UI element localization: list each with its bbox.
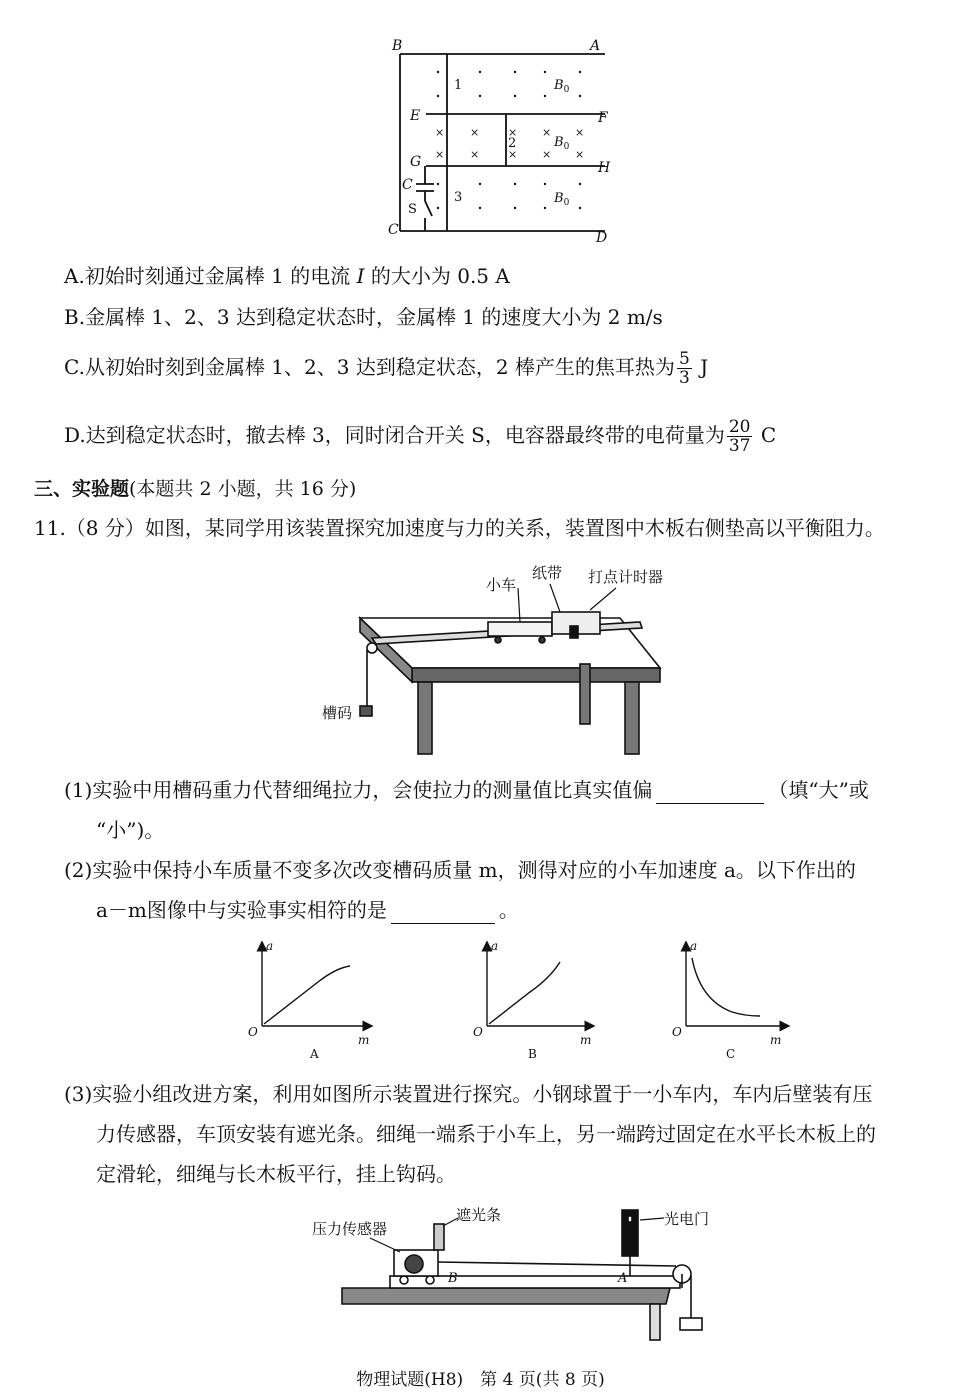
svg-text:a: a (266, 939, 274, 953)
svg-text:遮光条: 遮光条 (456, 1206, 502, 1224)
svg-text:C: C (402, 177, 413, 193)
fraction-d: $\frac{20}{37}$ (728, 417, 751, 456)
svg-text:×: × (435, 148, 445, 161)
answer-blank-2 (391, 901, 495, 924)
svg-text:小车: 小车 (486, 576, 517, 594)
svg-text:A: A (310, 1047, 319, 1061)
svg-text:×: × (508, 126, 518, 139)
table-apparatus-figure (320, 560, 680, 760)
svg-text:C: C (726, 1047, 736, 1061)
svg-text:O: O (672, 1025, 682, 1039)
q11-part3-line1: (3)实验小组改进方案，利用如图所示装置进行探究。小钢球置于一小车内，车内后壁装有压 (64, 1082, 873, 1106)
curve-b (489, 962, 560, 1024)
circuit-figure (380, 36, 620, 246)
curve-c (692, 958, 760, 1016)
svg-text:m: m (358, 1033, 370, 1047)
q11-part2-line1: (2)实验中保持小车质量不变多次改变槽码质量 m，测得对应的小车加速度 a。以下作出的 (64, 858, 856, 882)
graph-b (487, 946, 590, 1026)
graph-c (686, 946, 785, 1026)
svg-text:B0: $B_0$ (554, 78, 570, 95)
svg-text:E: E (410, 108, 421, 124)
q11-stem: 11.（8 分）如图，某同学用该装置探究加速度与力的关系，装置图中木板右侧垫高以平衡阻力。 (34, 516, 885, 540)
section-heading: 三、实验题(本题共 2 小题，共 16 分) (34, 478, 357, 500)
answer-blank-1 (656, 781, 764, 804)
svg-text:×: × (542, 126, 552, 139)
svg-text:H: H (598, 160, 611, 176)
svg-text:A: A (590, 38, 601, 54)
svg-text:×: × (470, 126, 480, 139)
svg-text:a: a (690, 939, 698, 953)
svg-text:×: × (575, 126, 585, 139)
svg-text:×: × (435, 126, 445, 139)
svg-text:2: 2 (508, 136, 517, 151)
svg-text:O: O (473, 1025, 483, 1039)
svg-text:×: × (508, 148, 518, 161)
page-footer: 物理试题(H8) 第 4 页(共 8 页) (356, 1370, 605, 1390)
svg-text:m: m (770, 1033, 782, 1047)
svg-text:C: C (388, 222, 399, 238)
svg-text:S: S (408, 202, 417, 217)
track-apparatus-figure (310, 1200, 710, 1345)
svg-text:×: × (575, 148, 585, 161)
q11-part3-line3: 定滑轮，细绳与长木板平行，挂上钩码。 (96, 1162, 456, 1186)
svg-text:B0: $B_0$ (554, 191, 570, 208)
svg-text:B: B (448, 1271, 458, 1286)
svg-text:1: 1 (454, 78, 463, 93)
option-b: B.金属棒 1、2、3 达到稳定状态时，金属棒 1 的速度大小为 2 m/s (64, 305, 663, 329)
svg-text:×: × (470, 148, 480, 161)
option-d: D.达到稳定状态时，撤去棒 3，同时闭合开关 S，电容器最终带的电荷量为 $\frac{20}{37}$ C (64, 417, 777, 456)
svg-text:G: G (410, 154, 422, 170)
svg-text:m: m (580, 1033, 592, 1047)
svg-text:O: O (248, 1025, 258, 1039)
q11-part3-line2: 力传感器，车顶安装有遮光条。细绳一端系于小车上，另一端跨过固定在水平长木板上的 (96, 1122, 876, 1146)
q11-part1-line2: “小”)。 (96, 818, 165, 842)
q11-part2-line2: a－m图像中与实验事实相符的是 。 (96, 898, 519, 922)
curve-a (264, 966, 350, 1024)
option-a: A.初始时刻通过金属棒 1 的电流 I 的大小为 0.5 A (64, 264, 510, 288)
svg-text:打点计时器: 打点计时器 (588, 568, 664, 586)
option-c: C.从初始时刻到金属棒 1、2、3 达到稳定状态，2 棒产生的焦耳热为 $\frac{5}{3}$ J (64, 349, 709, 388)
svg-text:纸带: 纸带 (532, 564, 563, 582)
svg-text:3: 3 (454, 190, 463, 205)
svg-text:D: D (596, 230, 608, 246)
svg-text:F: F (598, 110, 608, 126)
graphs-figure (240, 938, 800, 1070)
svg-text:B: B (392, 38, 403, 54)
q11-part1-line1: (1)实验中用槽码重力代替细绳拉力，会使拉力的测量值比真实值偏 （填“大”或 (64, 778, 869, 802)
svg-text:A: A (618, 1271, 628, 1286)
fraction-c: $\frac{5}{3}$ (678, 349, 690, 388)
svg-text:压力传感器: 压力传感器 (312, 1220, 388, 1238)
graph-a (262, 946, 368, 1026)
svg-text:B0: $B_0$ (554, 135, 570, 152)
svg-text:槽码: 槽码 (322, 704, 353, 722)
svg-text:a: a (491, 939, 499, 953)
svg-text:×: × (542, 148, 552, 161)
svg-text:光电门: 光电门 (664, 1210, 710, 1228)
svg-text:B: B (528, 1047, 537, 1061)
